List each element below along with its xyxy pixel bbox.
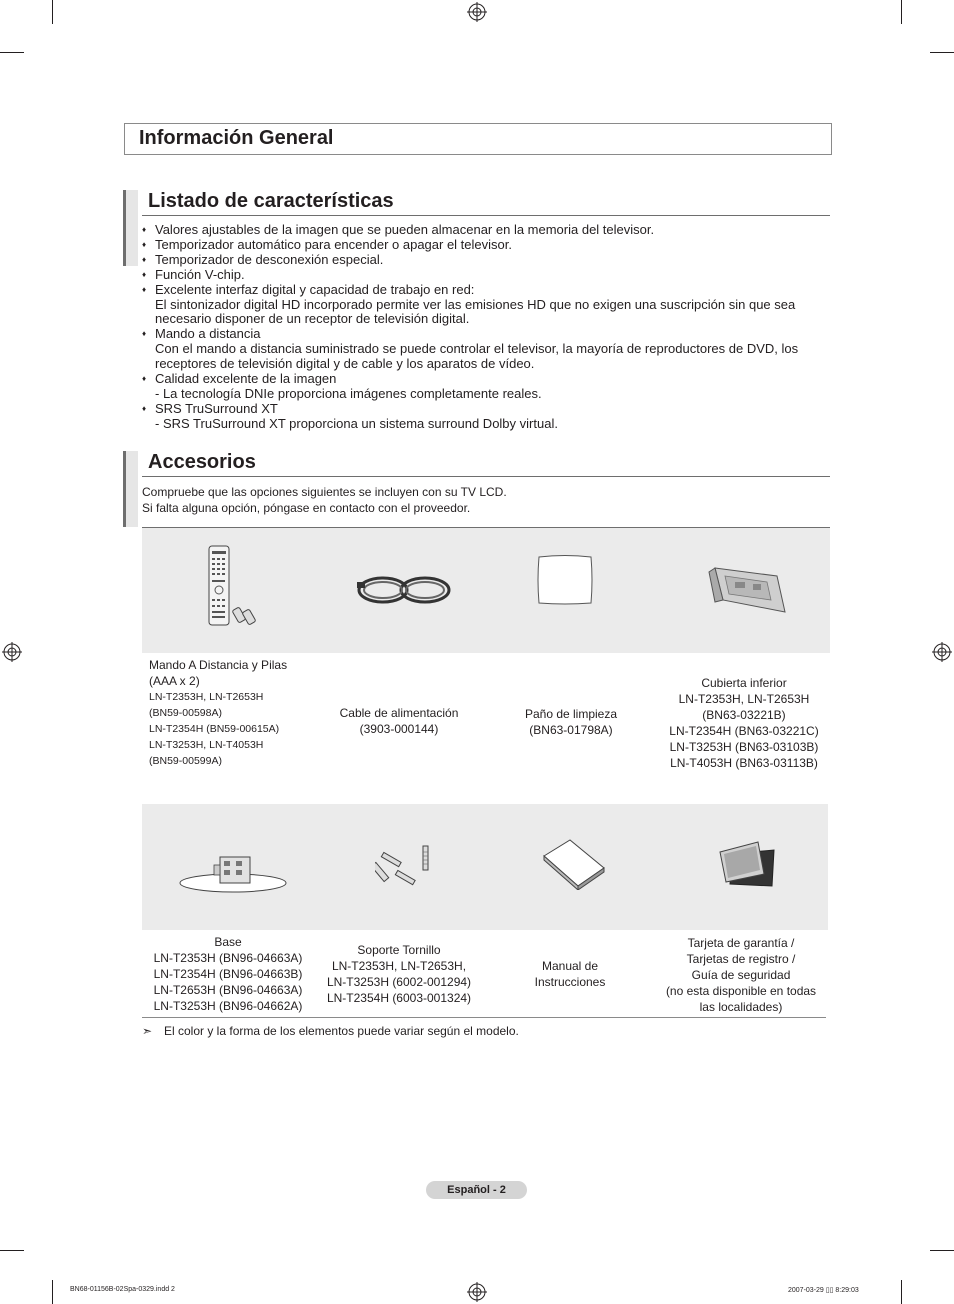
accessory-text: Paño de limpieza	[524, 707, 618, 721]
intro-line: Compruebe que las opciones siguientes se incluyen con su TV LCD.	[142, 485, 507, 499]
crop-mark	[52, 1280, 53, 1304]
accessory-text: (AAA x 2)	[149, 674, 200, 688]
accessory-text: (BN59-00598A)	[149, 707, 222, 719]
accessory-text: LN-T2353H (BN96-04663A)	[153, 951, 303, 965]
list-item	[142, 372, 822, 402]
accessory-text: Manual de	[541, 959, 599, 973]
accessory-text: (no esta disponible en todas	[665, 984, 817, 998]
accessory-text: LN-T2354H (BN59-00615A)	[149, 723, 280, 735]
accessory-text: LN-T2354H (BN63-03221C)	[669, 724, 819, 738]
accessory-label-base	[142, 934, 314, 1014]
bottom-cover-icon	[705, 560, 791, 618]
accessory-text: LN-T3253H (6002-001294)	[326, 975, 472, 989]
accessory-text: Tarjeta de garantía /	[687, 936, 795, 950]
accessory-text: Cable de alimentación	[339, 706, 459, 720]
accessory-text: LN-T2353H, LN-T2653H,	[331, 959, 467, 973]
accessories-title: Accesorios	[148, 451, 256, 473]
remote-control-icon	[205, 545, 260, 627]
warranty-card-icon	[718, 840, 776, 888]
accessory-text: las localidades)	[699, 1000, 783, 1014]
accessory-label-remote	[149, 657, 321, 769]
footer-date: 2007-03-29 ▯▯ 8:29:03	[788, 1287, 859, 1294]
accessory-text: LN-T2354H (6003-001324)	[326, 991, 472, 1005]
accessory-text: LN-T3253H (BN63-03103B)	[669, 740, 819, 754]
feature-label: Valores ajustables de la imagen que se pueden almacenar en la memoria del televisor.	[155, 222, 655, 237]
accessory-text: Mando A Distancia y Pilas	[149, 658, 288, 672]
crop-mark	[901, 0, 902, 24]
registration-mark-icon	[932, 642, 952, 662]
accessory-text: LN-T2353H, LN-T2653H	[149, 691, 264, 703]
feature-detail: El sintonizador digital HD incorporado permite ver las emisiones HD que no exigen una suscripción sin que sea necesario disponer de un receptor de televisión digital.	[155, 296, 796, 327]
accessory-text: Soporte Tornillo	[357, 943, 441, 957]
model-note	[142, 1024, 519, 1038]
accessory-label-screws	[313, 942, 485, 1006]
accessory-text: Cubierta inferior	[701, 676, 787, 690]
accessory-label-cover	[658, 675, 830, 771]
table-rule	[142, 1017, 826, 1018]
accessory-label-cloth	[485, 706, 657, 738]
accessory-label-manual	[484, 958, 656, 990]
section-rule	[142, 476, 830, 477]
registration-mark-icon	[467, 2, 487, 22]
intro-line: Si falta alguna opción, póngase en contacto con el proveedor.	[142, 501, 471, 515]
accessory-text: (BN63-01798A)	[529, 723, 613, 737]
features-list	[142, 223, 822, 432]
feature-label: Calidad excelente de la imagen	[155, 371, 337, 387]
cleaning-cloth-icon	[536, 554, 594, 606]
registration-mark-icon	[467, 1282, 487, 1302]
note-arrow-icon: ➣	[142, 1024, 153, 1038]
accessory-text: LN-T2653H (BN96-04663A)	[153, 983, 303, 997]
feature-detail: - La tecnología DNIe proporciona imágenes completamente reales.	[155, 385, 542, 401]
note-text: El color y la forma de los elementos puede variar según el modelo.	[164, 1024, 519, 1038]
screws-icon	[375, 842, 435, 894]
feature-label: Mando a distancia	[155, 326, 261, 342]
section-bar	[123, 451, 138, 527]
feature-label: Temporizador automático para encender o apagar el televisor.	[155, 236, 512, 252]
feature-label: Función V-chip.	[155, 266, 245, 282]
registration-mark-icon	[2, 642, 22, 662]
list-item	[142, 402, 822, 432]
accessory-text: LN-T2353H, LN-T2653H	[678, 692, 810, 706]
crop-mark	[52, 0, 53, 24]
section-rule	[142, 215, 830, 216]
accessory-text: (BN63-03221B)	[702, 708, 786, 722]
feature-detail: Con el mando a distancia suministrado se puede controlar el televisor, la mayoría de reproductores de DVD, los receptores de televisión digital y de cable y los aparatos de vídeo.	[155, 341, 799, 372]
crop-mark	[930, 1250, 954, 1251]
features-title: Listado de características	[148, 190, 394, 212]
accessory-label-power-cord	[313, 705, 485, 737]
list-item	[142, 327, 822, 372]
accessory-text: Guía de seguridad	[691, 968, 791, 982]
feature-detail: - SRS TruSurround XT proporciona un sistema surround Dolby virtual.	[155, 415, 558, 431]
feature-label: SRS TruSurround XT	[155, 400, 278, 416]
list-item	[142, 223, 822, 238]
crop-mark	[901, 1280, 902, 1304]
stand-base-icon	[178, 853, 288, 895]
crop-mark	[0, 52, 24, 53]
crop-mark	[0, 1250, 24, 1251]
accessory-text: LN-T3253H, LN-T4053H	[149, 739, 264, 751]
feature-label: Temporizador de desconexión especial.	[155, 251, 384, 267]
accessory-text: Tarjetas de registro /	[686, 952, 796, 966]
crop-mark	[930, 52, 954, 53]
accessory-text: LN-T4053H (BN63-03113B)	[670, 756, 818, 770]
page-title: Información General	[139, 127, 334, 149]
accessory-label-warranty	[655, 935, 827, 1015]
accessory-text: (3903-000144)	[359, 722, 439, 736]
list-item	[142, 238, 822, 253]
list-item	[142, 268, 822, 283]
feature-label: Excelente interfaz digital y capacidad de trabajo en red:	[155, 281, 475, 297]
accessories-intro	[142, 484, 507, 516]
accessory-text: Instrucciones	[534, 975, 606, 989]
accessory-text: LN-T2354H (BN96-04663B)	[153, 967, 303, 981]
footer-file: BN68-01156B-02Spa-0329.indd 2	[70, 1286, 175, 1293]
accessory-text: Base	[214, 935, 242, 949]
list-item	[142, 283, 822, 328]
power-cord-icon	[355, 570, 453, 610]
manual-icon	[540, 838, 608, 890]
accessory-text: LN-T3253H (BN96-04662A)	[153, 999, 303, 1013]
accessory-text: (BN59-00599A)	[149, 755, 222, 767]
section-bar	[123, 190, 138, 266]
page-number-badge: Español - 2	[426, 1181, 527, 1199]
list-item	[142, 253, 822, 268]
